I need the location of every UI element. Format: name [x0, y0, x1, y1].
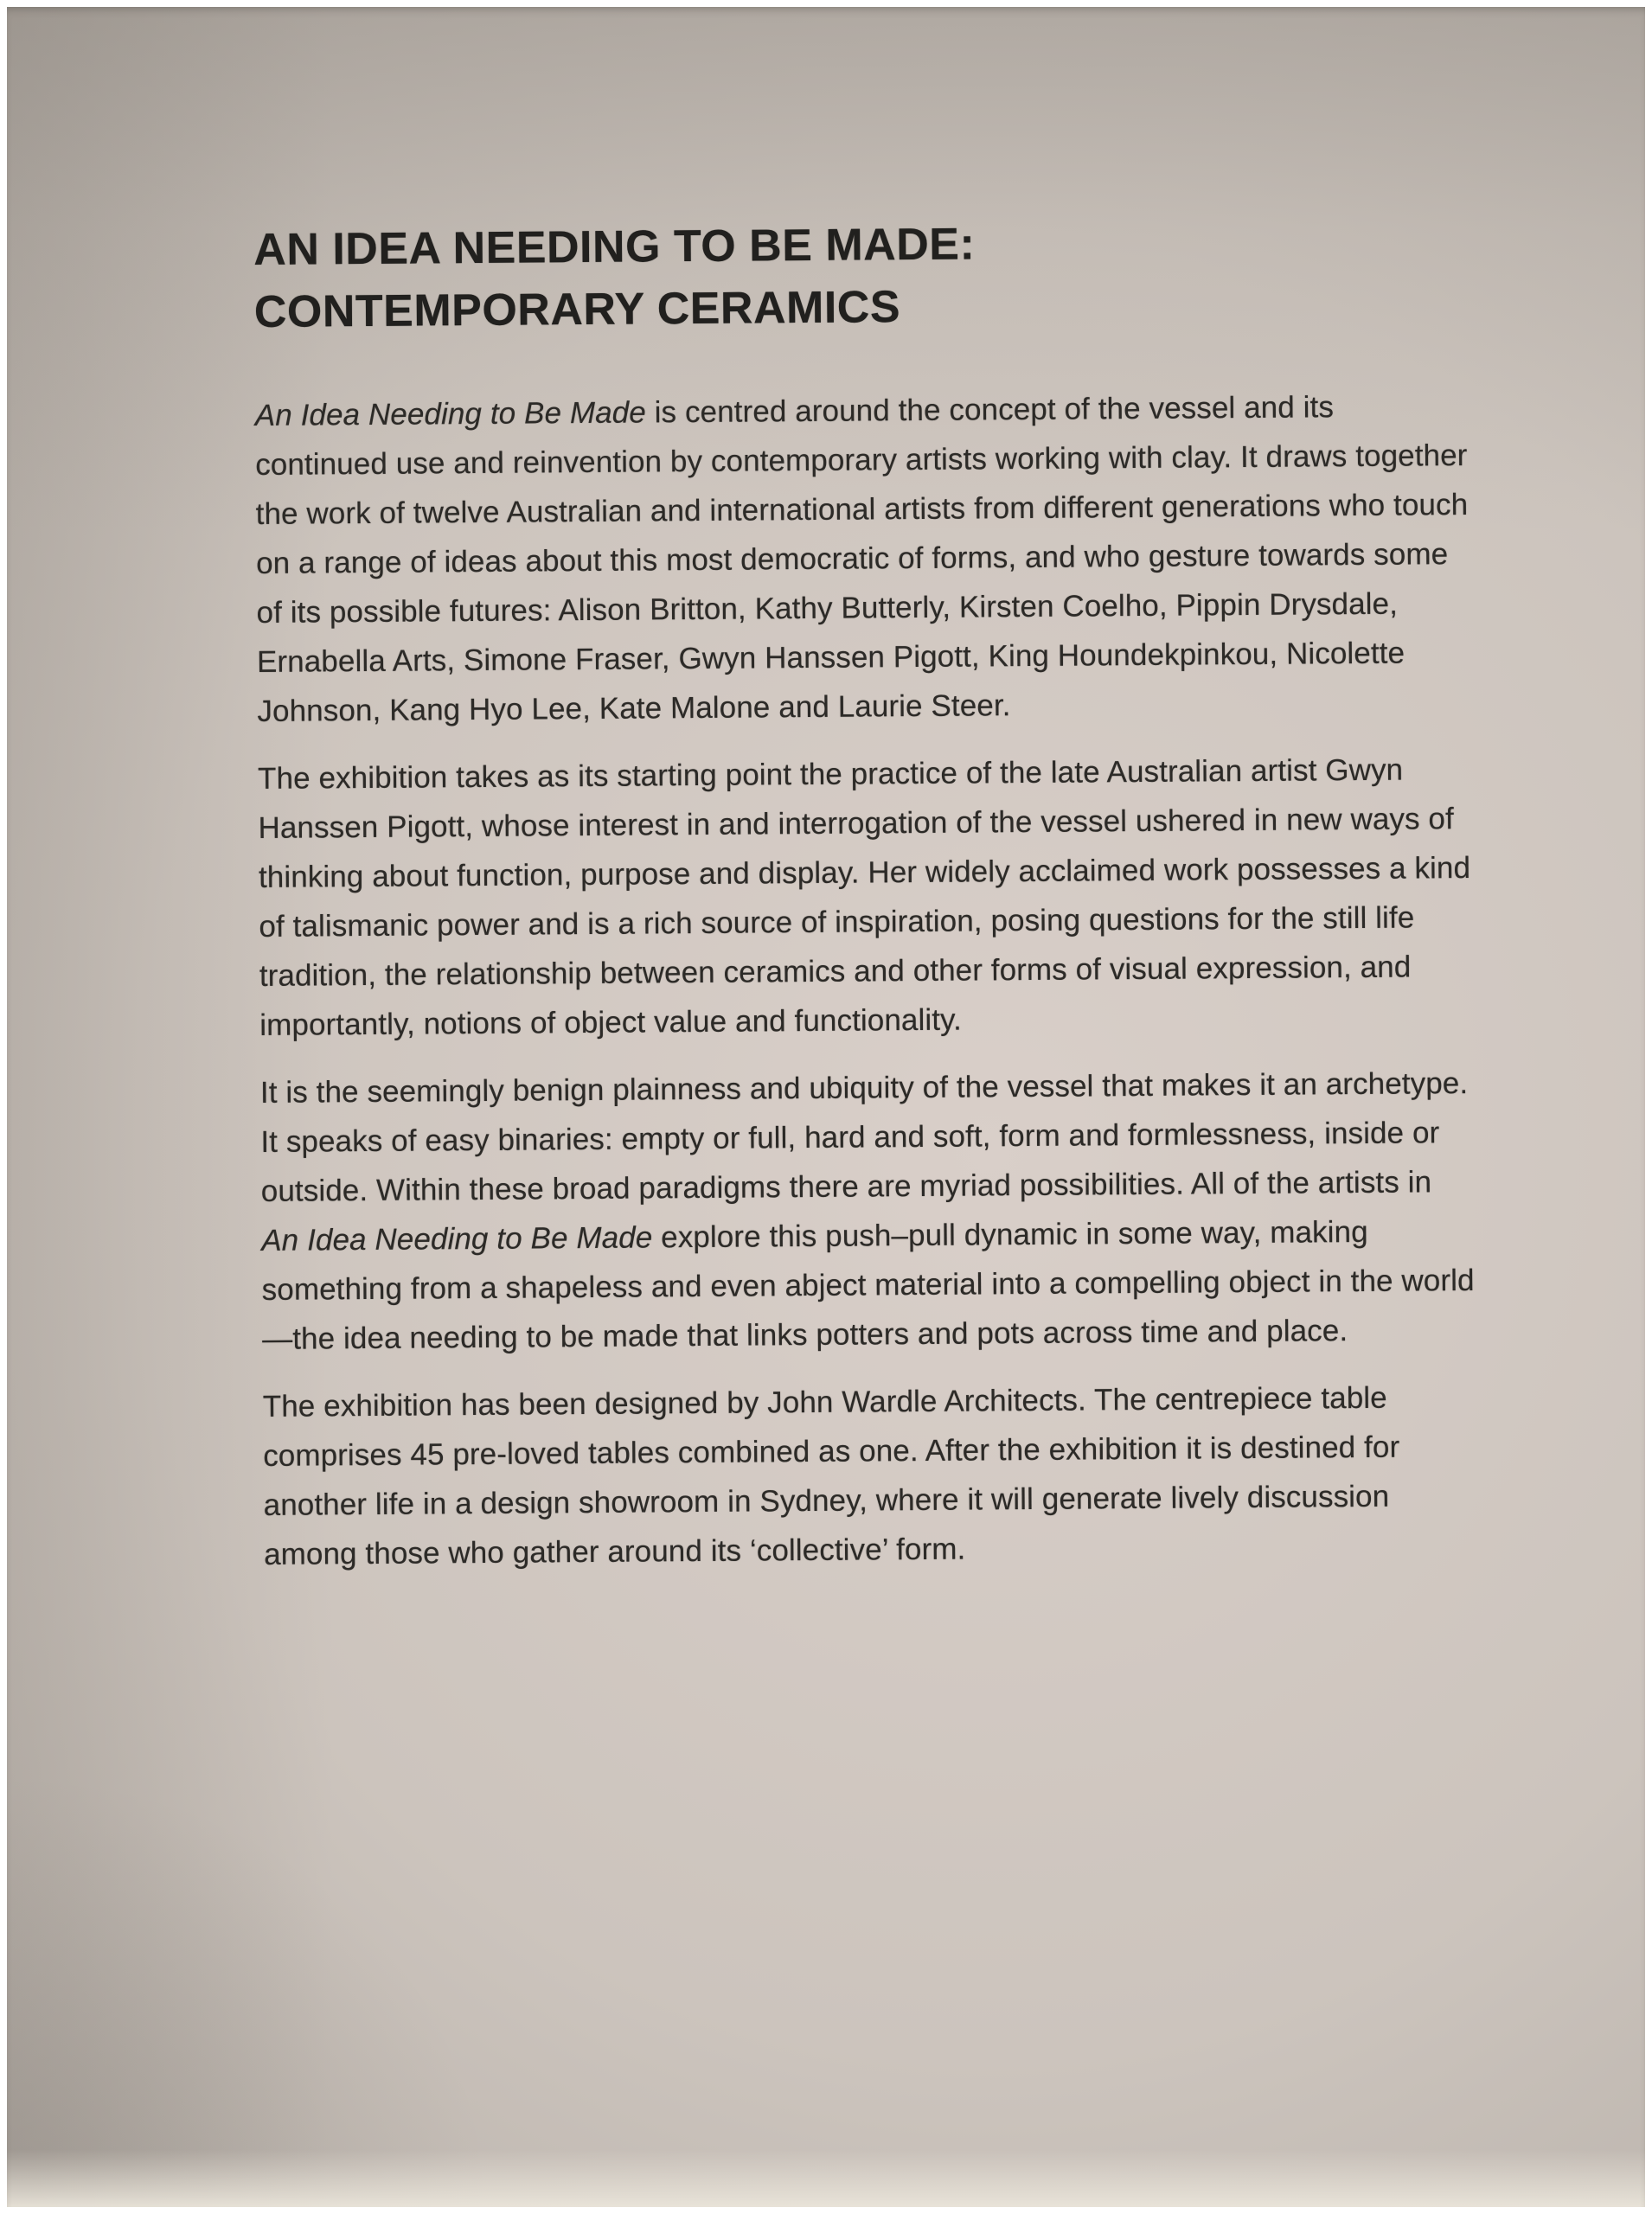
gallery-wall — [7, 7, 1645, 2207]
exhibition-title-line2: CONTEMPORARY CERAMICS — [253, 281, 901, 337]
exhibition-title — [253, 210, 1467, 344]
wall-text-panel — [253, 210, 1476, 1597]
paragraph-text: It is the seemingly benign plainness and ubiquity of the vessel that makes it an archetype. It speaks of easy binaries: empty or full, hard and soft, form and formlessness, inside or outside. Within these broad paradigms there are myriad possibilities. All of the artists in — [259, 1065, 1469, 1208]
exhibition-title-inline: An Idea Needing to Be Made — [254, 394, 647, 432]
paragraph-text: explore this push–pull dynamic in some way, making something from a shapeless and even abject material into a compelling object in the world—the idea needing to be made that links potters and pots across time and place. — [261, 1214, 1475, 1356]
exhibition-title-line1: AN IDEA NEEDING TO BE MADE: — [253, 219, 976, 275]
paragraph-text: The exhibition has been designed by John Wardle Architects. The centrepiece table comprises 45 pre-loved tables combined as one. After the exhibition it is destined for another life in a design showroom in Sydney, where it will generate lively discussion among those who gather around its ‘collective’ form. — [262, 1380, 1400, 1571]
exhibition-statement — [255, 381, 1477, 1578]
exhibition-title-inline: An Idea Needing to Be Made — [261, 1219, 653, 1257]
paragraph — [263, 1372, 1477, 1578]
paragraph-text: The exhibition takes as its starting point the practice of the late Australian artist Gwyn Hanssen Pigott, whose interest in and interrogation of the vessel ushered in new ways of thinking about function, purpose and display. Her widely acclaimed work possesses a kind of talismanic power and is a rich source of inspiration, posing questions for the still life tradition, the relationship between ceramics and other forms of visual expression, and importantly, notions of object value and functionality. — [257, 752, 1471, 1042]
paragraph — [258, 744, 1473, 1049]
paragraph-text: is centred around the concept of the vessel and its continued use and reinvention by contemporary artists working with clay. It draws together the work of twelve Australian and international artists from different generations who touch on a range of ideas about this most democratic of forms, and who gesture towards some of its possible futures: Alison Britton, Kathy Butterly, Kirsten Coelho, Pippin Drysdale, Ernabella Arts, Simone Fraser, Gwyn Hanssen Pigott, King Houndekpinkou, Nicolette Johnson, Kang Hyo Lee, Kate Malone and Laurie Steer. — [255, 389, 1469, 728]
paragraph — [260, 1058, 1476, 1363]
paragraph — [255, 381, 1470, 735]
